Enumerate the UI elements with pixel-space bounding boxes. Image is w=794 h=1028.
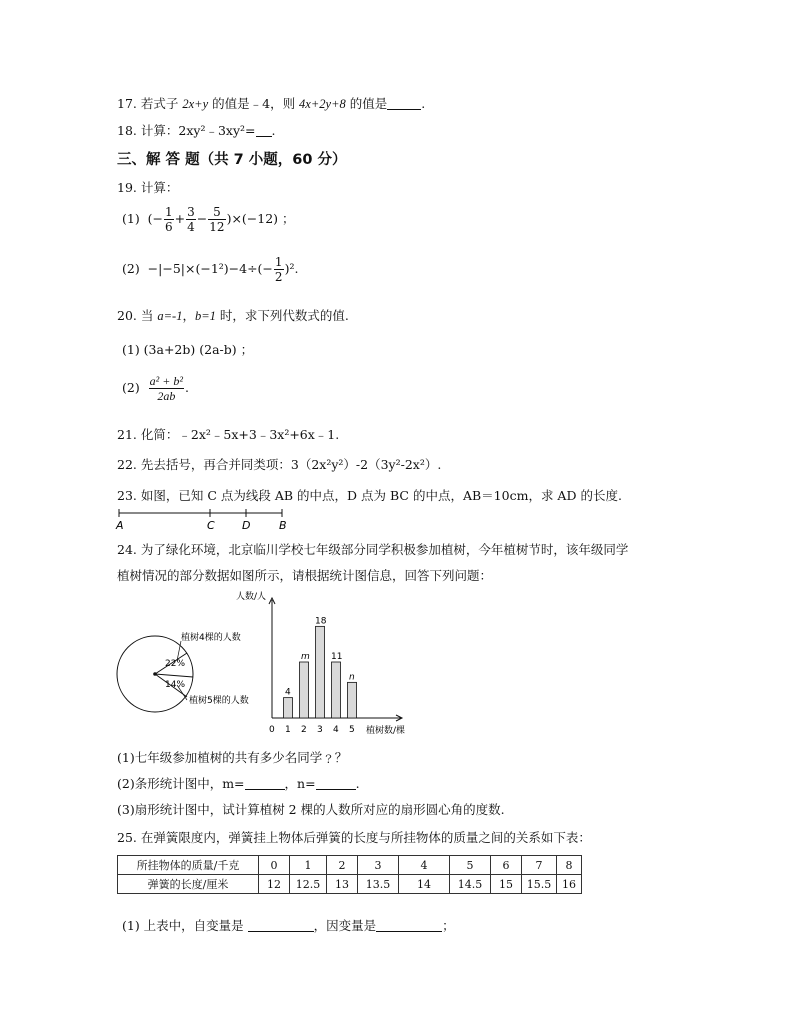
pie-pct-4: 22%	[165, 659, 186, 669]
bar	[316, 626, 325, 718]
bar-value-label: 11	[331, 652, 343, 662]
fraction: $\frac{5}{12}$	[209, 205, 225, 234]
question-24-line-2: 植树情况的部分数据如图所示，请根据统计图信息，回答下列问题：	[117, 568, 493, 583]
spring-table	[117, 855, 582, 894]
bar-chart	[236, 588, 418, 736]
table-cell: 15.5	[522, 875, 557, 894]
pie-label-5: 植树5棵的人数	[189, 696, 249, 706]
bar-value-label: n	[349, 672, 355, 683]
question-25: 25. 在弹簧限度内，弹簧挂上物体后弹簧的长度与所挂物体的质量之间的关系如下表：	[117, 830, 591, 845]
table-row	[118, 856, 582, 875]
table-cell: 14	[399, 875, 450, 894]
x-tick-label: 0	[269, 725, 275, 735]
bar	[332, 662, 341, 718]
table-cell: 1	[290, 856, 327, 875]
table-cell: 6	[491, 856, 522, 875]
table-cell: 15	[491, 875, 522, 894]
pie-slice-boundary	[155, 674, 193, 677]
question-19: 19. 计算：	[117, 180, 179, 195]
fraction: $\frac{1}{2}$	[274, 255, 283, 284]
bar-value-label: 18	[315, 616, 327, 627]
table-cell: 5	[450, 856, 491, 875]
question-24-part-3: (3)扇形统计图中，试计算植树 2 棵的人数所对应的扇形圆心角的度数.	[117, 802, 505, 817]
question-18: 18. 计算：2xy²﹣3xy²= .	[117, 123, 276, 138]
table-cell: 7	[522, 856, 557, 875]
x-tick-label: 5	[349, 725, 355, 735]
question-19-part-1: (1) (− $\frac{1}{6}$ + $\frac{3}{4}$ − $\frac{5}{12}$ )×(−12) ；	[122, 205, 295, 234]
table-cell: 13.5	[358, 875, 399, 894]
n-blank[interactable]	[316, 777, 356, 790]
point-a-label: A	[116, 519, 124, 532]
table-cell: 16	[557, 875, 582, 894]
bar	[300, 662, 309, 718]
table-row	[118, 875, 582, 894]
table-cell: 2	[327, 856, 358, 875]
question-22: 22. 先去括号，再合并同类项：3（2x²y²）-2（3y²-2x²）.	[117, 457, 442, 472]
question-24-part-2: (2)条形统计图中，m= ，n= .	[117, 776, 360, 791]
table-cell: 3	[358, 856, 399, 875]
table-header-length: 弹簧的长度/厘米	[118, 875, 259, 894]
table-cell: 12.5	[290, 875, 327, 894]
point-b-label: B	[279, 519, 287, 532]
fraction: $\frac{1}{6}$	[165, 205, 173, 234]
table-cell: 4	[399, 856, 450, 875]
question-19-part-2: (2) −|−5|×(−1²)−4÷(− $\frac{1}{2}$ )².	[122, 255, 299, 284]
bar-value-label: m	[301, 652, 310, 662]
question-23: 23. 如图，已知 C 点为线段 AB 的中点，D 点为 BC 的中点，AB＝10cm，求 AD 的长度.	[117, 488, 622, 503]
section-heading: 三、解 答 题（共 7 小题，60 分）	[117, 152, 347, 168]
x-tick-label: 4	[333, 725, 339, 735]
answer-blank[interactable]	[387, 97, 421, 110]
dependent-variable-blank[interactable]	[376, 919, 442, 932]
m-blank[interactable]	[245, 777, 285, 790]
question-24-part-1: (1)七年级参加植树的共有多少名同学﹖？	[117, 750, 348, 765]
answer-blank[interactable]	[256, 124, 272, 137]
question-17: 17. 若式子 2x+y 的值是﹣4，则 4x+2y+8 的值是 .	[117, 96, 426, 111]
pie-center	[153, 672, 157, 676]
point-c-label: C	[207, 519, 215, 532]
table-cell: 0	[259, 856, 290, 875]
y-axis-label: 人数/人	[236, 592, 267, 602]
question-20-part-1: (1) (3a+2b) (2a-b) ；	[122, 342, 254, 357]
question-25-part-1: (1) 上表中，自变量是 ，因变量是 ；	[122, 918, 455, 933]
fraction: $\frac{\text{a² + b²}}{2ab}$	[149, 374, 183, 403]
question-20: 20. 当 a=-1，b=1 时，求下列代数式的值.	[117, 308, 349, 323]
x-tick-label: 2	[301, 725, 307, 735]
bar	[348, 682, 357, 718]
point-d-label: D	[242, 519, 251, 532]
pie-label-4: 植树4棵的人数	[181, 633, 241, 643]
table-cell: 14.5	[450, 875, 491, 894]
x-axis-label: 植树数/棵	[366, 726, 406, 736]
table-cell: 13	[327, 875, 358, 894]
question-21: 21. 化简：﹣2x²﹣5x+3﹣3x²+6x﹣1.	[117, 427, 340, 442]
question-20-part-2: (2) $\frac{\text{a² + b²}}{2ab}$ .	[122, 374, 189, 403]
independent-variable-blank[interactable]	[248, 919, 314, 932]
x-tick-label: 1	[285, 725, 291, 735]
fraction: $\frac{3}{4}$	[187, 205, 195, 234]
pie-pct-5: 14%	[165, 680, 186, 690]
table-cell: 8	[557, 856, 582, 875]
segment-diagram	[112, 506, 302, 532]
table-header-mass: 所挂物体的质量/千克	[118, 856, 259, 875]
x-tick-label: 3	[317, 725, 323, 735]
bar	[284, 698, 293, 718]
question-24: 24. 为了绿化环境，北京临川学校七年级部分同学积极参加植树，今年植树节时，该年级同学	[117, 542, 629, 557]
pie-chart	[115, 625, 275, 725]
bar-value-label: 4	[285, 687, 291, 698]
table-cell: 12	[259, 875, 290, 894]
